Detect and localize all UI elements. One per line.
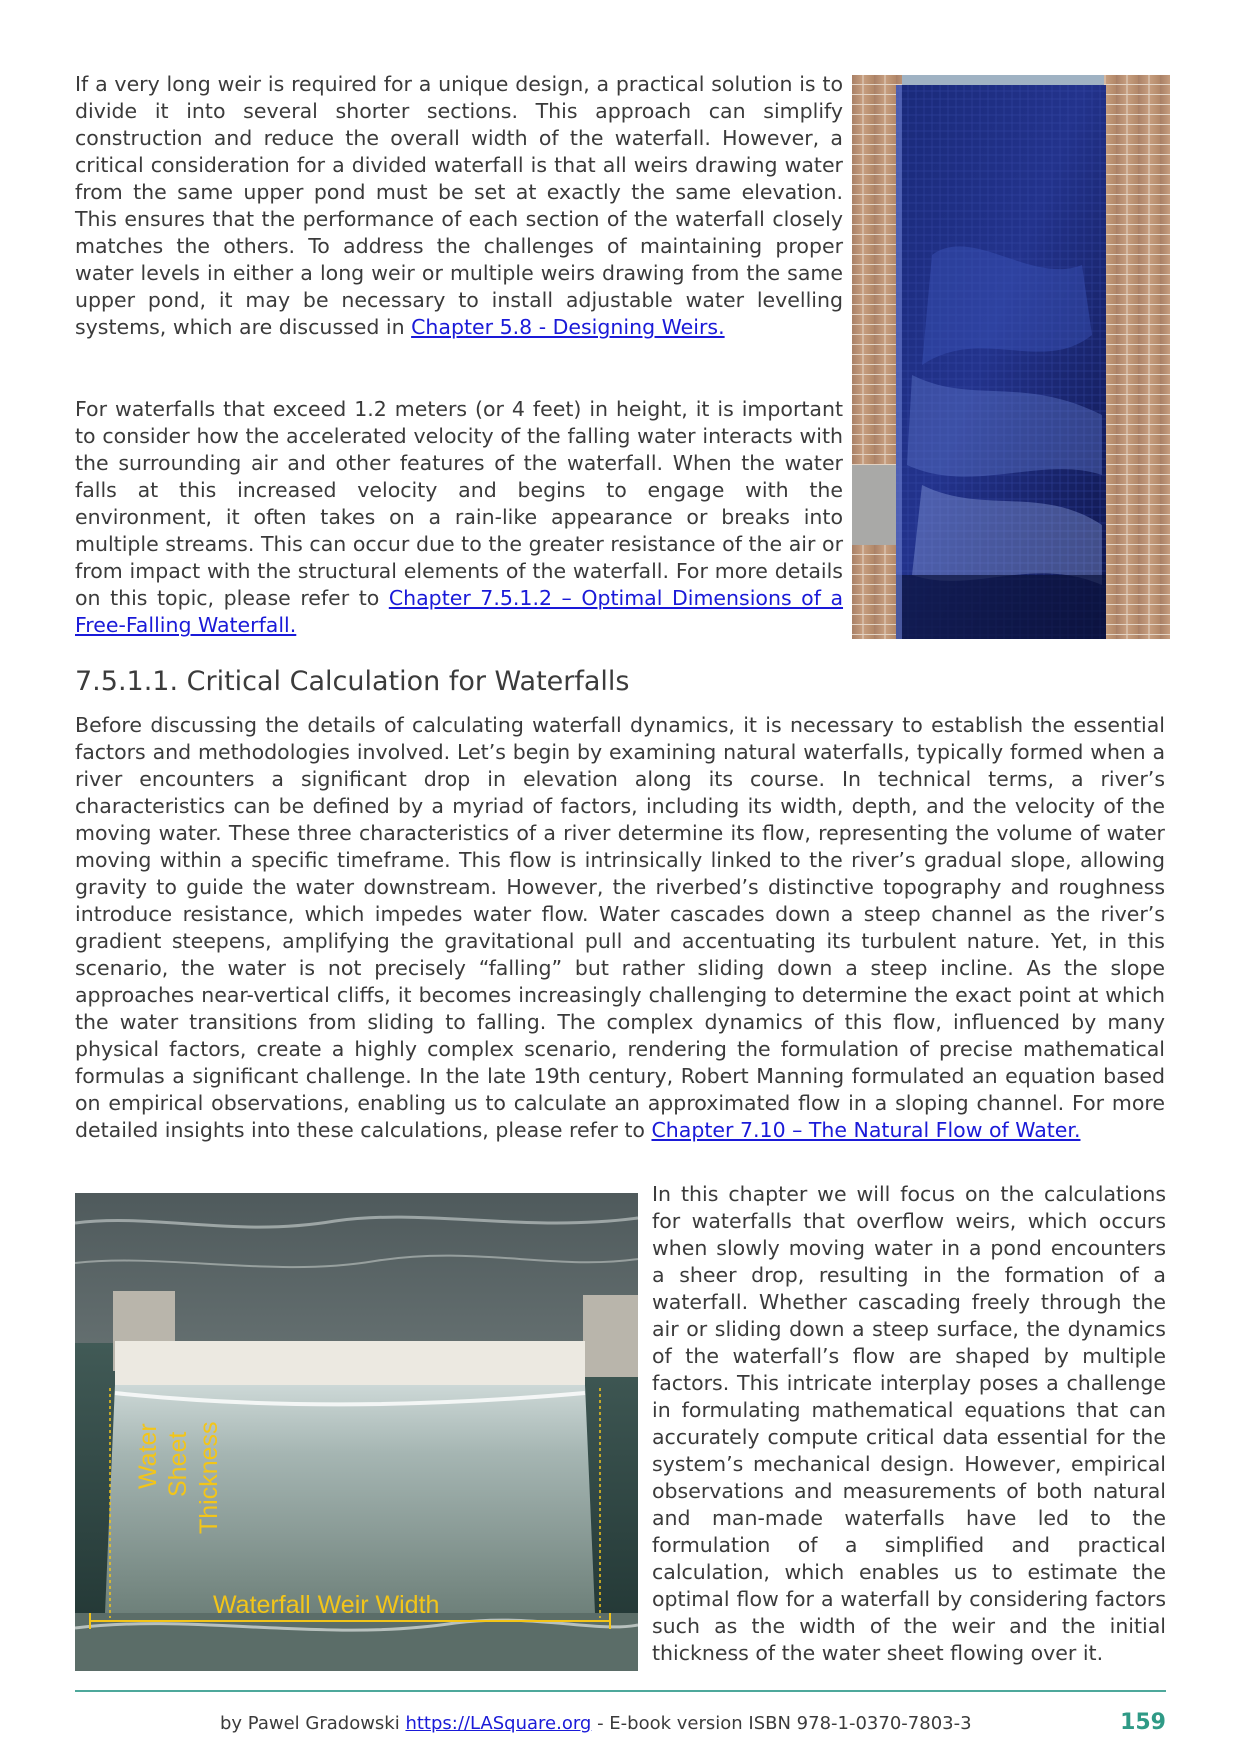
paragraph-text: Before discussing the details of calculating waterfall dynamics, it is necessary to establish the essential factors and methodologies involved. Let’s begin by examining natural waterfalls, typically formed when a river encounters a significant drop in elevation along its course. In technical terms, a river’s characteristics can be defined by a myriad of factors, including its width, depth, and the velocity of the moving water. These three characteristics of a river determine its flow, representing the volume of water moving within a specific timeframe. This flow is intrinsically linked to the river’s gradual slope, allowing gravity to guide the water downstream. However, the riverbed’s distinctive topography and roughness introduce resistance, which impedes water flow. Water cascades down a steep channel as the river’s gradient steepens, amplifying the gravitational pull and accentuating its turbulent nature. Yet, in this scenario, the water is not precisely “falling” but rather sliding down a steep incline. As the slope approaches near-vertical cliffs, it becomes increasingly challenging to determine the exact point at which the water transitions from sliding to falling. The complex dynamics of this flow, influenced by many physical factors, create a highly complex scenario, rendering the formulation of precise mathematical formulas a significant challenge. In the late 19th century, Robert Manning formulated an equation based on empirical observations, enabling us to calculate an approximated flow in a sloping channel. For more detailed insights into these calculations, please refer to: [75, 713, 1165, 1142]
link-chapter-5-8[interactable]: Chapter 5.8 - Designing Weirs.: [411, 315, 725, 339]
footer-author: by Pawel Gradowski: [220, 1713, 406, 1734]
paragraph-tall-waterfalls: [75, 396, 843, 639]
weir-width-label: Waterfall Weir Width: [213, 1591, 440, 1619]
sheet-label: Sheet: [164, 1431, 192, 1497]
paragraph-long-weir: [75, 71, 843, 341]
paragraph-text: If a very long weir is required for a unique design, a practical solution is to divide it into several shorter sections. This approach can simplify construction and reduce the overall width of the waterfall. However, a critical consideration for a divided waterfall is that all weirs drawing water from the same upper pond must be set at exactly the same elevation. This ensures that the performance of each section of the waterfall closely matches the others. To address the challenges of maintaining proper water levels in either a long weir or multiple weirs drawing from the same upper pond, it may be necessary to install adjustable water levelling systems, which are discussed in: [75, 72, 843, 339]
footer-divider: [75, 1690, 1166, 1692]
footer-isbn: - E-book version ISBN 978-1-0370-7803-3: [591, 1713, 972, 1734]
footer-website-link[interactable]: https://LASquare.org: [405, 1713, 592, 1734]
link-chapter-7-5-1-2[interactable]: Chapter 7.5.1.2 – Optimal Dimensions of a Free-Falling Waterfall.: [75, 586, 844, 637]
thickness-label: Thickness: [195, 1421, 223, 1534]
water-label: Water: [134, 1423, 162, 1489]
footer-credits: [220, 1713, 972, 1734]
paragraph-text: For waterfalls that exceed 1.2 meters (or 4 feet) in height, it is important to consider how the accelerated velocity of the falling water interacts with the surrounding air and other features of the waterfall. When the water falls at this increased velocity and begins to engage with the environment, it often takes on a rain-like appearance or breaks into multiple streams. This can occur due to the greater resistance of the air or from impact with the structural elements of the waterfall. For more details on this topic, please refer to: [75, 397, 843, 610]
page-number: 159: [1120, 1710, 1166, 1735]
link-chapter-7-10[interactable]: Chapter 7.10 – The Natural Flow of Water.: [651, 1118, 1081, 1142]
paragraph-waterfall-dynamics: [75, 712, 1165, 1144]
section-heading: 7.5.1.1. Critical Calculation for Waterfalls: [75, 666, 630, 697]
paragraph-overflow-weirs: In this chapter we will focus on the calculations for waterfalls that overflow weirs, which occurs when slowly moving water in a pond encounters a sheer drop, resulting in the formation of a waterfall. Whether cascading freely through the air or sliding down a steep surface, the dynamics of the waterfall’s flow are shaped by multiple factors. This intricate interplay poses a challenge in formulating mathematical equations that can accurately compute critical data essential for the system’s mechanical design. However, empirical observations and measurements of both natural and man-made waterfalls have led to the formulation of a simplified and practical calculation, which enables us to estimate the optimal flow for a waterfall by considering factors such as the width of the weir and the initial thickness of the water sheet flowing over it.: [652, 1182, 1166, 1665]
waterfall-wall-photo: [852, 75, 1170, 639]
weir-dimension-photo: [75, 1193, 638, 1671]
